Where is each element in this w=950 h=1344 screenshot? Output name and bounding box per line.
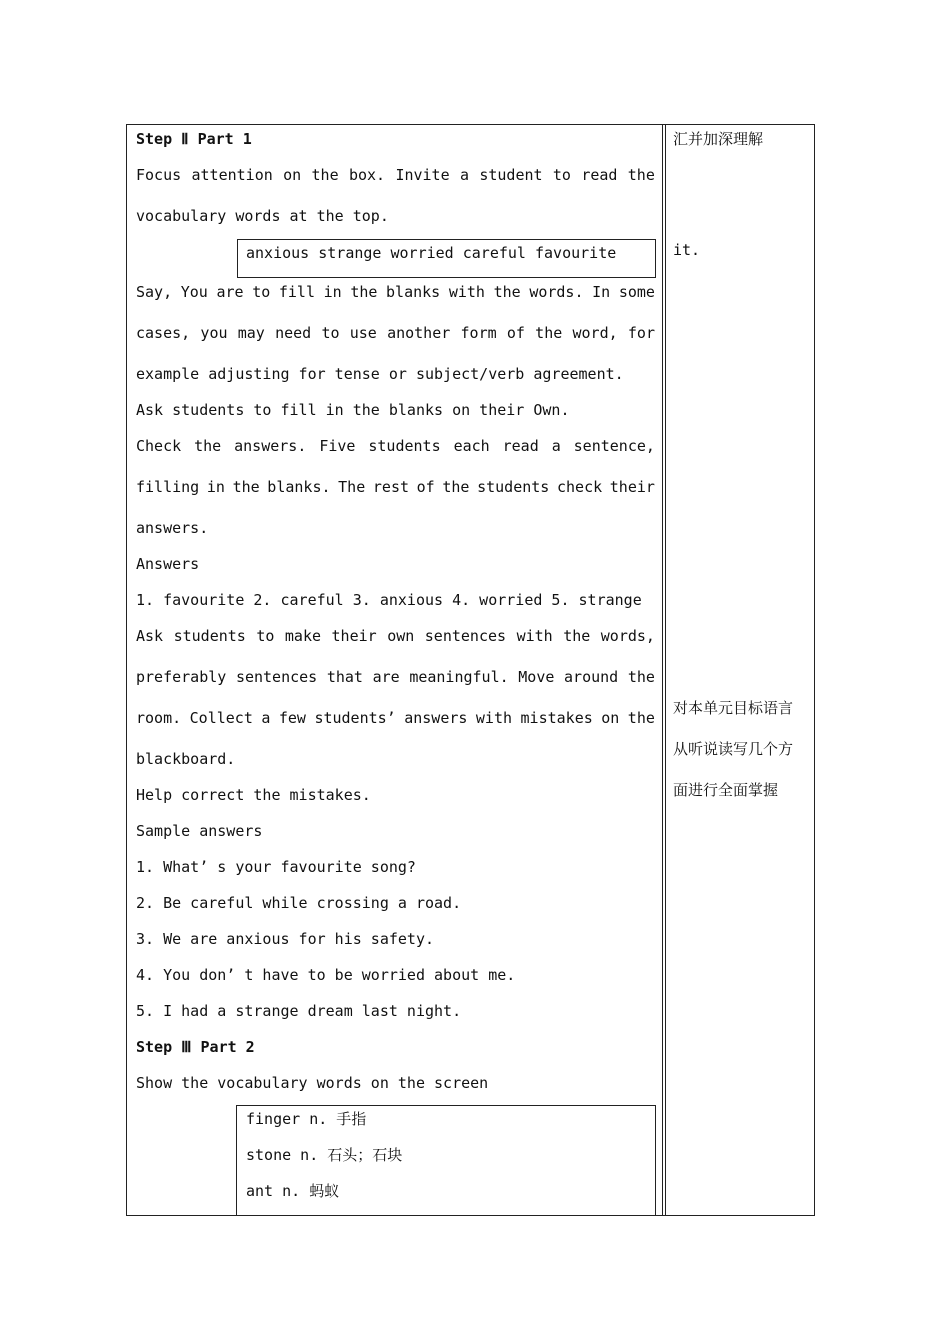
word: answers.: [234, 437, 307, 455]
word: In: [592, 283, 611, 301]
word: you: [200, 324, 228, 342]
word: that: [326, 668, 363, 686]
word: the: [311, 166, 339, 184]
word: with: [475, 709, 513, 727]
word: meaningful.: [409, 668, 509, 686]
word: students: [173, 627, 246, 645]
sample-answer-4: 4. You don’ t have to be worried about me.: [136, 966, 516, 984]
sample-answer-3: 3. We are anxious for his safety.: [136, 930, 435, 948]
column-divider-inner: [665, 125, 666, 1215]
step2-heading: Step Ⅱ Part 1: [136, 130, 252, 148]
word: Five: [319, 437, 356, 455]
word: sentences: [235, 668, 318, 686]
ask-fill: Ask students to fill in the blanks on their Own.: [136, 401, 570, 419]
word: students’: [314, 709, 396, 727]
word: few: [278, 709, 306, 727]
note-it: it.: [673, 241, 701, 259]
word: the: [442, 478, 470, 496]
word: blanks: [386, 283, 441, 301]
word: to: [252, 283, 271, 301]
sample-answer-2: 2. Be careful while crossing a road.: [136, 894, 462, 912]
word: check: [556, 478, 603, 496]
vocab-box-2: [236, 1105, 656, 1216]
check-line-1: [136, 437, 655, 455]
check-line-3: answers.: [136, 519, 209, 537]
word: students: [477, 478, 550, 496]
note-goal-1: 对本单元目标语言: [673, 699, 794, 717]
answers-label: Answers: [136, 555, 200, 573]
word: students: [368, 437, 441, 455]
make-line-2: [136, 668, 655, 686]
word: word,: [572, 324, 618, 342]
word: need: [275, 324, 312, 342]
word: may: [237, 324, 265, 342]
word: student: [479, 166, 543, 184]
say-line-3: example adjusting for tense or subject/verb agreement.: [136, 365, 624, 383]
word: sentences: [424, 627, 507, 645]
word: preferably: [136, 668, 227, 686]
word: You: [180, 283, 208, 301]
word: own: [387, 627, 415, 645]
word: on: [601, 709, 620, 727]
word: with: [516, 627, 553, 645]
sample-label: Sample answers: [136, 822, 263, 840]
word: a: [459, 166, 469, 184]
word: in: [323, 283, 342, 301]
word: box.: [348, 166, 386, 184]
word: on: [283, 166, 302, 184]
show-vocab: Show the vocabulary words on the screen: [136, 1074, 489, 1092]
focus-line-2: vocabulary words at the top.: [136, 207, 389, 225]
make-line-3: [136, 709, 655, 727]
word: read: [581, 166, 618, 184]
vocab2-finger: finger n. 手指: [246, 1110, 367, 1128]
word: form: [460, 324, 497, 342]
word: mistakes: [520, 709, 593, 727]
word: rest: [372, 478, 410, 496]
word: room.: [136, 709, 182, 727]
lesson-table: [126, 124, 815, 1216]
word: are: [372, 668, 400, 686]
word: their: [609, 478, 655, 496]
word: read: [502, 437, 539, 455]
sample-answer-1: 1. What’ s your favourite song?: [136, 858, 416, 876]
word: use: [349, 324, 377, 342]
make-line-4: blackboard.: [136, 750, 236, 768]
word: the: [627, 709, 655, 727]
note-goal-2: 从听说读写几个方: [673, 740, 794, 758]
word: to: [552, 166, 571, 184]
word: Check: [136, 437, 182, 455]
word: of: [416, 478, 435, 496]
say-line-1: [136, 283, 655, 301]
word: are: [216, 283, 244, 301]
word: attention: [191, 166, 273, 184]
word: blanks.: [267, 478, 331, 496]
word: in: [206, 478, 225, 496]
word: the: [627, 166, 655, 184]
vocab2-stone: stone n. 石头；石块: [246, 1146, 403, 1164]
vocab-box: [237, 239, 656, 278]
word: filling: [136, 478, 200, 496]
word: the: [493, 283, 521, 301]
answers-list: 1. favourite 2. careful 3. anxious 4. worried 5. strange: [136, 591, 642, 609]
word: the: [627, 668, 655, 686]
vocab-box-text: anxious strange worried careful favourite: [246, 244, 617, 262]
sample-answer-5: 5. I had a strange dream last night.: [136, 1002, 462, 1020]
word: Say,: [136, 283, 173, 301]
column-divider: [662, 125, 663, 1215]
word: Invite: [395, 166, 450, 184]
word: another: [387, 324, 451, 342]
word: for: [627, 324, 655, 342]
word: the: [232, 478, 260, 496]
word: cases,: [136, 324, 191, 342]
say-line-2: [136, 324, 655, 342]
note-top: 汇并加深理解: [673, 130, 764, 148]
word: to: [256, 627, 275, 645]
note-goal-3: 面进行全面掌握: [673, 781, 779, 799]
word: a: [261, 709, 271, 727]
word: answers: [404, 709, 468, 727]
word: a: [551, 437, 561, 455]
word: each: [453, 437, 490, 455]
word: Collect: [189, 709, 253, 727]
word: Focus: [136, 166, 182, 184]
word: words.: [529, 283, 584, 301]
help-correct: Help correct the mistakes.: [136, 786, 371, 804]
word: some: [618, 283, 655, 301]
word: around: [564, 668, 619, 686]
word: with: [448, 283, 485, 301]
vocab2-ant: ant n. 蚂蚁: [246, 1182, 340, 1200]
word: the: [194, 437, 222, 455]
focus-line-1: [136, 166, 655, 184]
word: fill: [278, 283, 315, 301]
word: the: [535, 324, 563, 342]
word: the: [350, 283, 378, 301]
make-line-1: [136, 627, 655, 645]
step3-heading: Step Ⅲ Part 2: [136, 1038, 255, 1056]
word: make: [284, 627, 322, 645]
word: of: [506, 324, 525, 342]
word: to: [321, 324, 340, 342]
word: their: [331, 627, 377, 645]
word: sentence,: [573, 437, 655, 455]
check-line-2: [136, 478, 655, 496]
word: the: [563, 627, 591, 645]
word: The: [338, 478, 366, 496]
word: Move: [518, 668, 555, 686]
word: words,: [600, 627, 655, 645]
word: Ask: [136, 627, 164, 645]
